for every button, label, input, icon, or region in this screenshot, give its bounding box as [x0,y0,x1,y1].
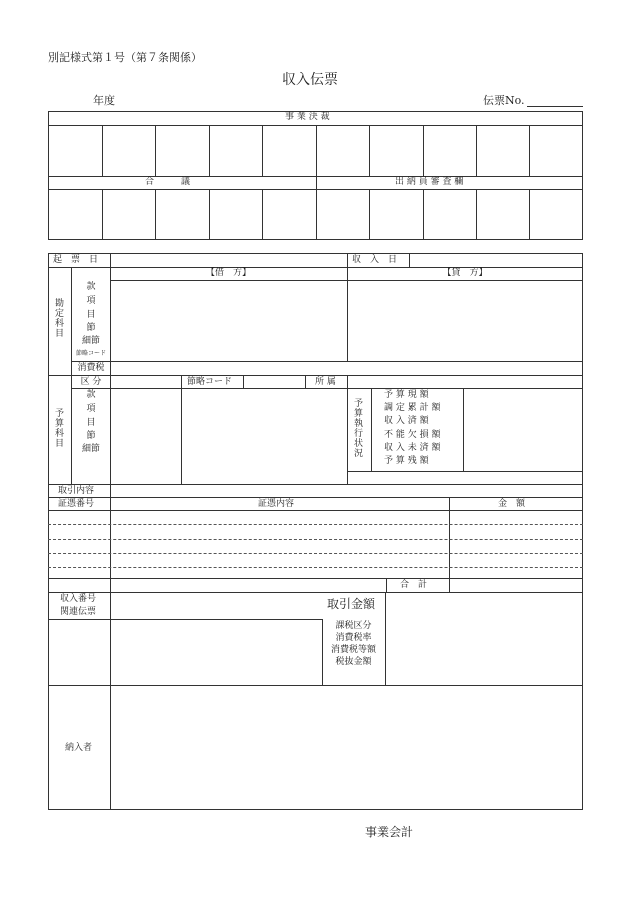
issue-date-label: 起 票 日 [53,255,99,265]
credit-label: 【貸 方】 [442,268,488,278]
execution-item-unreceived: 収 入 未 済 額 [384,443,441,453]
footer-label: 事業会計 [365,825,414,839]
tax-rate-label: 消費税率 [335,633,372,643]
budget-row-kou: 項 [86,404,96,414]
evidence-row[interactable] [48,567,583,568]
voucher-no-label: 伝票No. [483,94,525,107]
execution-item-loss: 不 能 欠 損 額 [384,430,441,440]
business-decision-label: 事 業 決 裁 [285,112,330,122]
budget-row-saisetsu: 細節 [81,444,100,454]
consultation-label: 合 議 [145,177,191,187]
evidence-row[interactable] [48,539,583,540]
evidence-no-label: 証憑番号 [58,499,95,509]
budget-row-setsu: 節 [86,431,96,441]
amount-label: 金 額 [498,499,526,509]
budget-item-field[interactable] [112,390,179,482]
account-row-moku: 目 [86,310,96,320]
evidence-row[interactable] [48,553,583,554]
consumption-tax-label: 消費税 [77,363,105,373]
budget-detail-field[interactable] [183,390,345,482]
form-label: 別記様式第１号（第７条関係） [48,51,202,64]
payer-label: 納入者 [65,743,93,753]
account-row-kan: 款 [86,282,96,292]
account-section-label: 勘定科目 [53,298,63,338]
transaction-amount-label: 取引金額 [327,597,376,611]
debit-field[interactable] [112,282,345,360]
budget-row-kan: 款 [86,390,96,400]
issue-date-field[interactable] [112,254,345,266]
tax-amount-label: 消費税等額 [330,645,376,655]
budget-row-moku: 目 [86,418,96,428]
transaction-content-label: 取引内容 [58,486,95,496]
execution-item-cumulative: 調 定 累 計 額 [384,403,441,413]
receipt-no-label: 収入番号 [60,594,97,604]
account-row-saisetsu: 細節 [81,336,100,346]
evidence-row[interactable] [48,524,583,525]
related-voucher-label: 関連伝票 [60,607,97,617]
budget-department-label: 所 属 [315,377,336,387]
year-label: 年度 [93,94,115,107]
treasurer-review-label: 出 納 員 審 査 欄 [395,177,464,187]
transaction-content-field[interactable] [112,485,581,496]
budget-category-label: 区 分 [80,377,102,387]
debit-label: 【借 方】 [205,268,251,278]
execution-status-label: 予算執行状況 [352,398,362,458]
voucher-no-field[interactable] [527,106,583,107]
transaction-amount-field[interactable] [387,594,581,683]
budget-short-code-label: 節略コード [187,377,233,387]
pre-tax-amount-label: 税抜金額 [335,657,372,667]
tax-category-label: 課税区分 [335,621,372,631]
budget-section-label: 予算科目 [53,408,63,448]
account-row-setsu: 節 [86,323,96,333]
page-title: 収入伝票 [282,72,338,88]
account-row-kou: 項 [86,296,96,306]
total-field[interactable] [451,579,581,591]
execution-item-remaining: 予 算 残 額 [384,456,429,466]
receipt-date-field[interactable] [411,254,581,266]
payer-field[interactable] [112,687,581,808]
receipt-date-label: 収 入 日 [352,255,398,265]
execution-item-budget: 予 算 現 額 [384,390,429,400]
credit-field[interactable] [349,282,581,360]
evidence-content-label: 証憑内容 [258,499,295,509]
execution-item-received: 収 入 済 額 [384,416,429,426]
account-short-code: 節略コード [75,350,106,357]
total-label: 合 計 [400,580,428,590]
